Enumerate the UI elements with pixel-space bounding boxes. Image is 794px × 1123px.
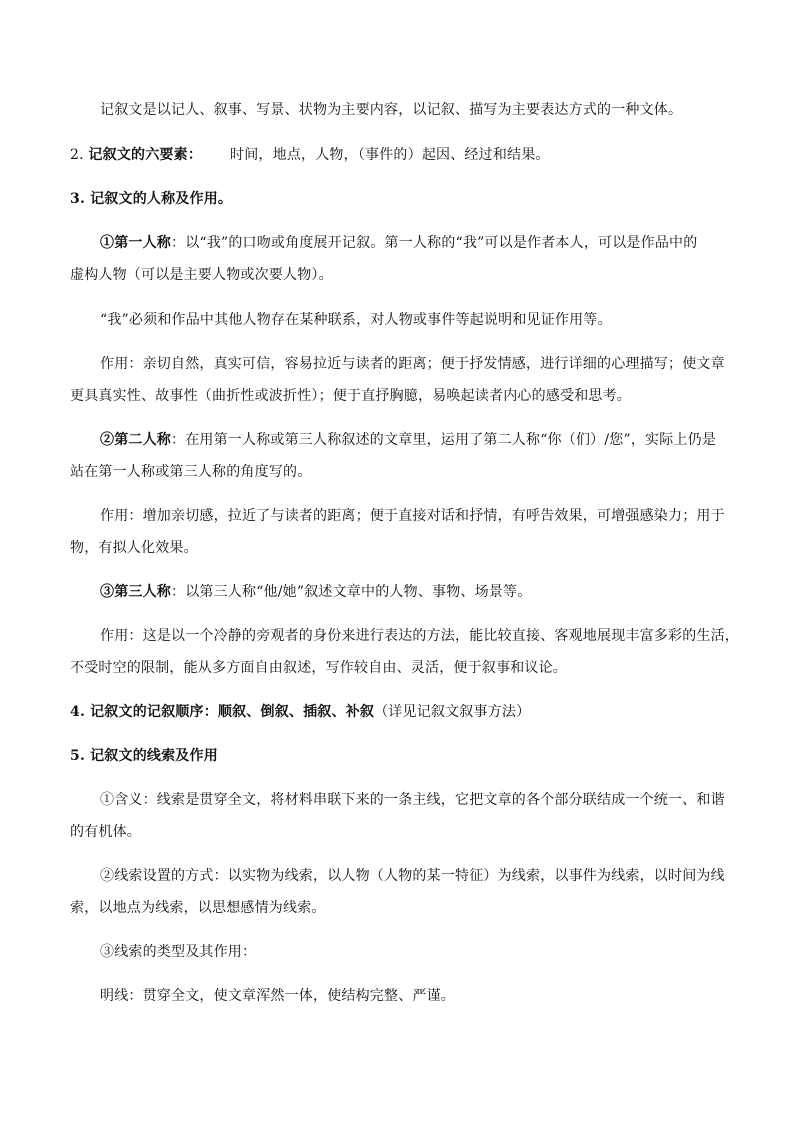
first-person-note: “我”必须和作品中其他人物存在某种联系，对人物或事件等起说明和见证作用等。	[100, 312, 612, 328]
second-person-line-1	[100, 430, 760, 450]
clue-types-heading: ③线索的类型及其作用：	[100, 944, 257, 960]
third-person-line-1	[100, 582, 760, 602]
second-person-effect-2: 物，有拟人化效果。	[70, 540, 198, 556]
section-5-title: 5. 记叙文的线索及作用	[70, 748, 218, 764]
clue-meaning-line-1: ①含义：线索是贯穿全文，将材料串联下来的一条主线，它把文章的各个部分联结成一个统一、和谐	[100, 792, 725, 808]
clue-meaning-line-2: 的有机体。	[70, 824, 141, 840]
second-person-label: ②第二人称	[100, 432, 171, 448]
second-person-line-2: 站在第一人称或第三人称的角度写的。	[70, 464, 312, 480]
clue-method-line-1: ②线索设置的方式：以实物为线索，以人物（人物的某一特征）为线索，以事件为线索，以时间为线	[100, 868, 725, 884]
first-person-line-2: 虚构人物（可以是主要人物或次要人物）。	[70, 267, 333, 283]
section-4-title: 4. 记叙文的记叙顺序：顺叙、倒叙、插叙、补叙	[70, 704, 375, 720]
third-person-effect-1: 作用：这是以一个冷静的旁观者的身份来进行表达的方法，能比较直接、客观地展现丰富多彩的生活，	[100, 628, 739, 644]
third-person-text: ：以第三人称“他/她”叙述文章中的人物、事物、场景等。	[171, 584, 532, 600]
second-person-text: ：在用第一人称或第三人称叙述的文章里，运用了第二人称“你（们）/您”，实际上仍是	[171, 432, 717, 448]
section-2-title: 记叙文的六要素：	[88, 147, 203, 163]
section-3-title: 3. 记叙文的人称及作用。	[70, 191, 233, 207]
third-person-label: ③第三人称	[100, 584, 171, 600]
section-2-line	[70, 145, 730, 165]
second-person-effect-1: 作用：增加亲切感，拉近了与读者的距离；便于直接对话和抒情，有呼告效果，可增强感染力；用于	[100, 508, 725, 524]
first-person-label: ①第一人称	[100, 235, 171, 251]
third-person-effect-2: 不受时空的限制，能从多方面自由叙述，写作较自由、灵活，便于叙事和议论。	[70, 660, 567, 676]
section-2-text: 时间，地点，人物，（事件的）起因、经过和结果。	[230, 147, 550, 163]
section-4-line	[70, 702, 730, 722]
section-4-note: （详见记叙文叙事方法）	[374, 704, 531, 720]
first-person-effect-1: 作用：亲切自然，真实可信，容易拉近与读者的距离；便于抒发情感，进行详细的心理描写；使文章	[100, 356, 725, 372]
first-person-text: ：以“我”的口吻或角度展开记叙。第一人称的“我”可以是作者本人，可以是作品中的	[171, 235, 698, 251]
explicit-clue-line: 明线：贯穿全文，使文章浑然一体，使结构完整、严谨。	[100, 988, 455, 1004]
first-person-line-1	[100, 233, 760, 253]
intro-paragraph: 记叙文是以记人、叙事、写景、状物为主要内容，以记叙、描写为主要表达方式的一种文体。	[100, 102, 683, 118]
first-person-effect-2: 更具真实性、故事性（曲折性或波折性）；便于直抒胸臆，易唤起读者内心的感受和思考。	[70, 388, 631, 404]
clue-method-line-2: 索，以地点为线索，以思想感情为线索。	[70, 900, 326, 916]
section-2-number: 2.	[70, 147, 84, 163]
